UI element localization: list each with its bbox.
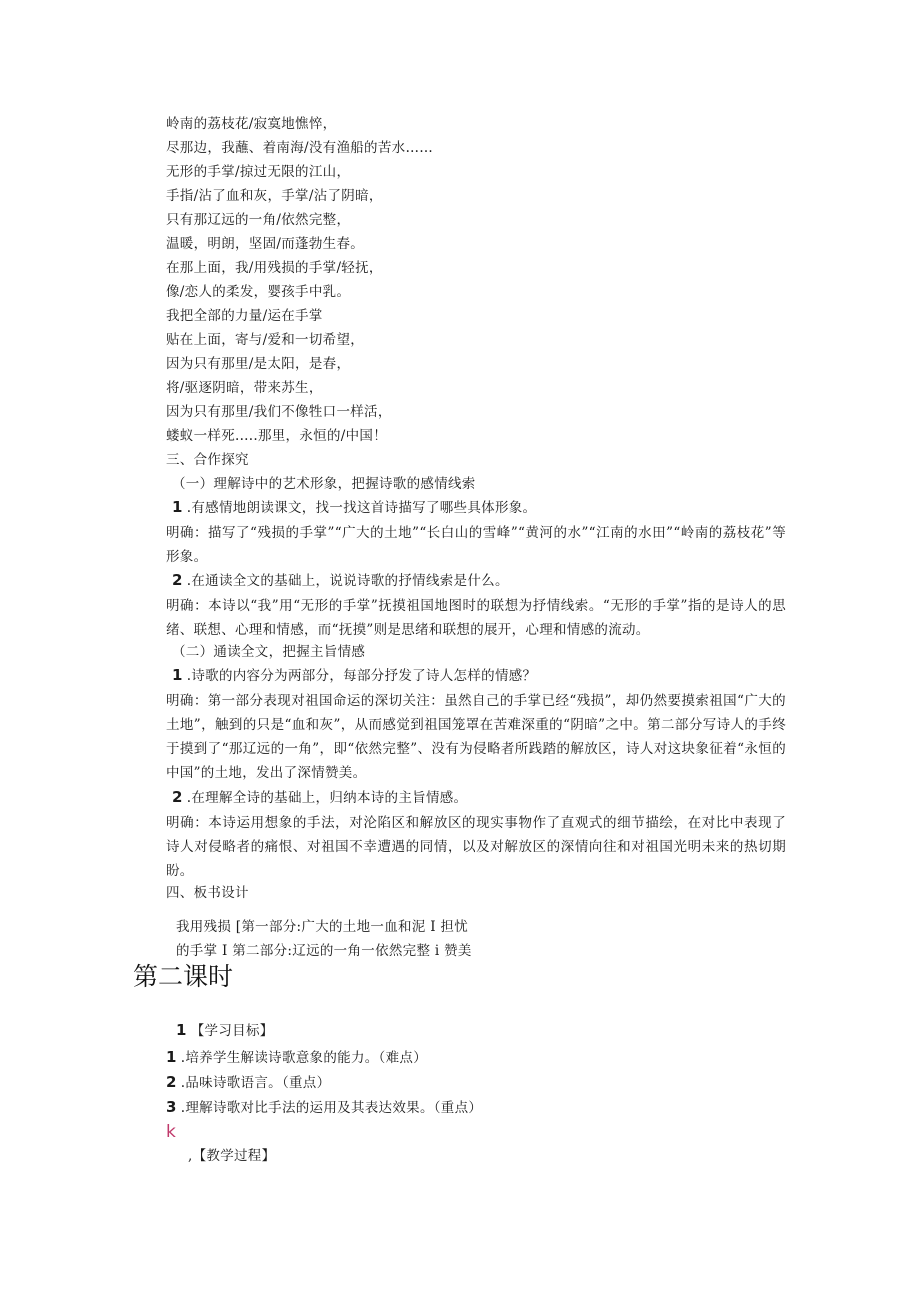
poem-line: 岭南的荔枝花/寂寞地憔悴， — [166, 116, 337, 132]
question-text: .在理解全诗的基础上，归纳本诗的主旨情感。 — [186, 790, 468, 806]
board-line: 我用残损 [第一部分:广大的土地一血和泥 I 担忧 — [176, 919, 469, 935]
poem-line: 我把全部的力量/运在手掌 — [166, 308, 323, 324]
question-text: .有感情地朗读课文，找一找这首诗描写了哪些具体形象。 — [186, 500, 537, 516]
poem-line: 因为只有那里/是太阳，是春， — [166, 356, 351, 372]
question — [172, 571, 509, 590]
goal-item — [166, 1073, 330, 1092]
goal-text: .品味诗歌语言。（重点） — [180, 1075, 331, 1091]
subsection-title: （二）通读全文，把握主旨情感 — [172, 644, 366, 660]
goal-text: .理解诗歌对比手法的运用及其表达效果。（重点） — [180, 1100, 483, 1116]
poem-line: 蝼蚁一样死.....那里，永恒的/中国！ — [166, 428, 388, 444]
poem-line: 在那上面，我/用残损的手掌/轻抚， — [166, 260, 383, 276]
goals-title-text: 【学习目标】 — [190, 1023, 274, 1039]
poem-line: 将/驱逐阴暗，带来苏生， — [166, 380, 323, 396]
poem-line: 无形的手掌/掠过无限的江山， — [166, 164, 351, 180]
question-number: 2 — [172, 571, 183, 589]
poem-line: 手指/沾了血和灰，手掌/沾了阴暗， — [166, 188, 383, 204]
goal-number: 2 — [166, 1073, 177, 1091]
question — [172, 666, 536, 685]
question — [172, 788, 467, 807]
answer-paragraph: 明确：描写了“残损的手掌”“广大的土地”“长白山的雪峰”“黄河的水”“江南的水田”“岭南的荔枝花”等形象。 — [166, 525, 786, 565]
goal-number: 3 — [166, 1098, 177, 1116]
answer-paragraph: 明确：第一部分表现对祖国命运的深切关注：虽然自己的手掌已经“残损”，却仍然要摸索祖国“广大的土地”，触到的只是“血和灰”，从而感觉到祖国笼罩在苦难深重的“阴暗”之中。第二部分写诗人的手终于摸到了“那辽远的一角”，即“依然完整”、没有为侵略者所践踏的解放区，诗人对这块象征着“永恒的中国”的土地，发出了深情赞美。 — [166, 693, 786, 781]
goal-text: .培养学生解读诗歌意象的能力。（难点） — [180, 1050, 427, 1066]
question-number: 2 — [172, 788, 183, 806]
question-text: .在通读全文的基础上，说说诗歌的抒情线索是什么。 — [186, 573, 509, 589]
poem-line: 贴在上面，寄与/爱和一切希望， — [166, 332, 365, 348]
poem-line: 像/恋人的柔发，婴孩手中乳。 — [166, 284, 351, 300]
poem-line: 温暖，明朗，坚固/而蓬勃生春。 — [166, 236, 365, 252]
stray-mark: k — [166, 1122, 176, 1142]
goals-title — [176, 1021, 274, 1040]
answer-paragraph: 明确：本诗运用想象的手法，对沦陷区和解放区的现实事物作了直观式的细节描绘，在对比中表现了诗人对侵略者的痛恨、对祖国不幸遭遇的同情，以及对解放区的深情向往和对祖国光明未来的热切期盼。 — [166, 815, 786, 879]
goal-item — [166, 1098, 482, 1117]
goal-item — [166, 1048, 427, 1067]
lesson-heading: 第二课时 — [133, 962, 234, 991]
question-number: 1 — [172, 498, 183, 516]
section-title: 四、板书设计 — [166, 885, 249, 901]
section-title: 三、合作探究 — [166, 452, 249, 468]
subsection-title: （一）理解诗中的艺术形象，把握诗歌的感情线索 — [172, 476, 476, 492]
board-line: 的手掌 I 第二部分:辽远的一角一依然完整 i 赞美 — [176, 943, 472, 959]
question-number: 1 — [172, 666, 183, 684]
goal-number: 1 — [166, 1048, 177, 1066]
poem-line: 尽那边，我蘸、着南海/没有渔船的苦水…… — [166, 140, 434, 156]
poem-line: 只有那辽远的一角/依然完整， — [166, 212, 351, 228]
question-text: .诗歌的内容分为两部分，每部分抒发了诗人怎样的情感？ — [186, 668, 537, 684]
answer-paragraph: 明确：本诗以“我”用“无形的手掌”抚摸祖国地图时的联想为抒情线索。“无形的手掌”指的是诗人的思绪、联想、心理和情感，而“抚摸”则是思绪和联想的展开，心理和情感的流动。 — [166, 598, 786, 638]
goals-number: 1 — [176, 1021, 187, 1039]
poem-line: 因为只有那里/我们不像牲口一样活， — [166, 404, 392, 420]
question — [172, 498, 536, 517]
process-title: ,【教学过程】 — [188, 1148, 276, 1164]
